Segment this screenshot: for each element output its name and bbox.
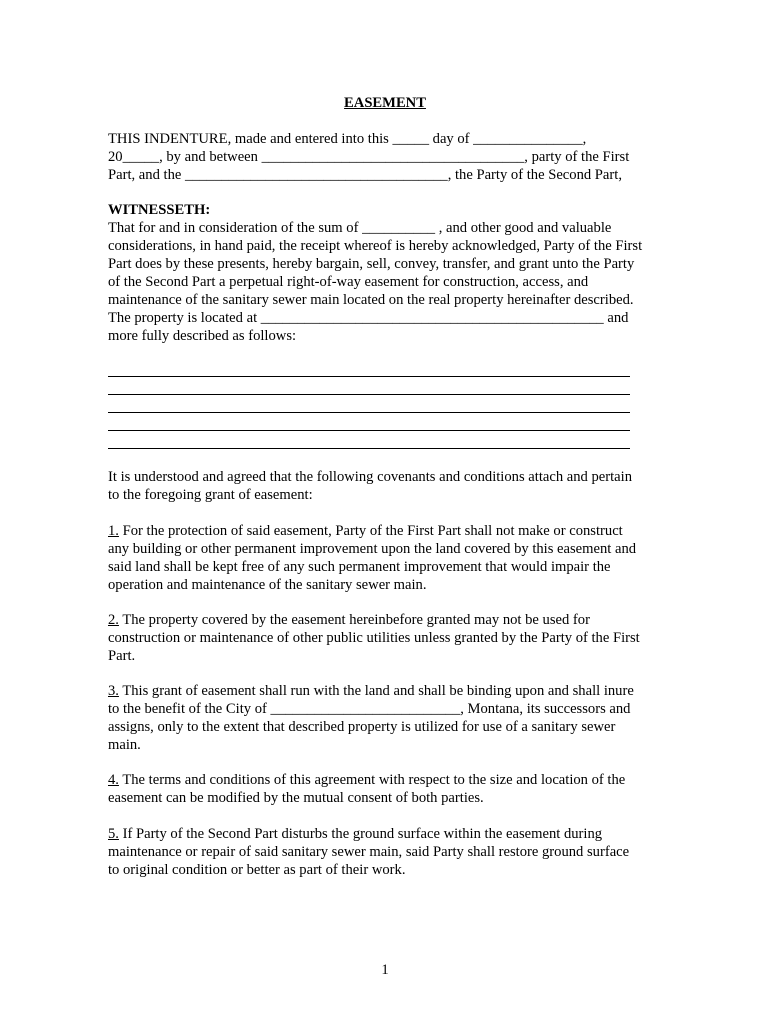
witnesseth-line: The property is located at _______________________________________________ and: [108, 310, 629, 326]
intro-line: Part, and the ____________________________________, the Party of the Second Part,: [108, 167, 622, 183]
clause-text: Part.: [108, 648, 136, 664]
intro-paragraph: [108, 130, 678, 184]
witnesseth-line: Part does by these presents, hereby bargain, sell, convey, transfer, and grant unto the Party: [108, 256, 635, 272]
description-blank-line: [108, 412, 630, 413]
intro-line: THIS INDENTURE, made and entered into this _____ day of _______________,: [108, 131, 587, 147]
witnesseth-heading: WITNESSETH:: [108, 202, 211, 218]
clause-text: any building or other permanent improvement upon the land covered by this easement and: [108, 541, 637, 557]
document-title: EASEMENT: [344, 95, 426, 111]
clause-3: [108, 682, 678, 754]
clause-5: [108, 825, 678, 879]
clause-2: [108, 611, 678, 665]
witnesseth-line: considerations, in hand paid, the receipt whereof is hereby acknowledged, Party of the First: [108, 238, 643, 254]
covenants-intro-paragraph: [108, 468, 678, 504]
description-blank-line: [108, 376, 630, 377]
witnesseth-line: of the Second Part a perpetual right-of-way easement for construction, access, and: [108, 274, 589, 290]
clause-number: 5.: [108, 826, 119, 842]
description-blank-line: [108, 394, 630, 395]
clause-text: This grant of easement shall run with the land and shall be binding upon and shall inure: [118, 683, 634, 699]
clause-number: 3.: [108, 683, 119, 699]
intro-line: 20_____, by and between ____________________________________, party of the First: [108, 149, 630, 165]
witnesseth-line: That for and in consideration of the sum of __________ , and other good and valuable: [108, 220, 612, 236]
clause-text: operation and maintenance of the sanitary sewer main.: [108, 577, 427, 593]
clause-text: main.: [108, 737, 141, 753]
clause-text: The property covered by the easement hereinbefore granted may not be used for: [118, 612, 590, 628]
covenants-intro-line: to the foregoing grant of easement:: [108, 487, 313, 503]
clause-number: 2.: [108, 612, 119, 628]
page-number: 1: [381, 962, 389, 978]
clause-4: [108, 771, 678, 807]
clause-text: to original condition or better as part of their work.: [108, 862, 406, 878]
clause-1: [108, 522, 678, 594]
clause-number: 1.: [108, 523, 119, 539]
witnesseth-line: more fully described as follows:: [108, 328, 297, 344]
witnesseth-paragraph: [108, 201, 678, 345]
covenants-intro-line: It is understood and agreed that the following covenants and conditions attach and pertain: [108, 469, 633, 485]
clause-text: said land shall be kept free of any such permanent improvement that would impair the: [108, 559, 611, 575]
clause-text: assigns, only to the extent that described property is utilized for use of a sanitary sewer: [108, 719, 616, 735]
clause-text: construction or maintenance of other public utilities unless granted by the Party of the First: [108, 630, 640, 646]
description-blank-line: [108, 448, 630, 449]
clause-text: If Party of the Second Part disturbs the ground surface within the easement during: [118, 826, 603, 842]
clause-text: to the benefit of the City of __________________________, Montana, its successors and: [108, 701, 631, 717]
description-blank-line: [108, 430, 630, 431]
clause-text: easement can be modified by the mutual consent of both parties.: [108, 790, 484, 806]
clause-text: The terms and conditions of this agreement with respect to the size and location of the: [118, 772, 626, 788]
clause-text: maintenance or repair of said sanitary sewer main, said Party shall restore ground surface: [108, 844, 630, 860]
witnesseth-line: maintenance of the sanitary sewer main located on the real property hereinafter described.: [108, 292, 634, 308]
clause-text: For the protection of said easement, Party of the First Part shall not make or construct: [118, 523, 623, 539]
clause-number: 4.: [108, 772, 119, 788]
